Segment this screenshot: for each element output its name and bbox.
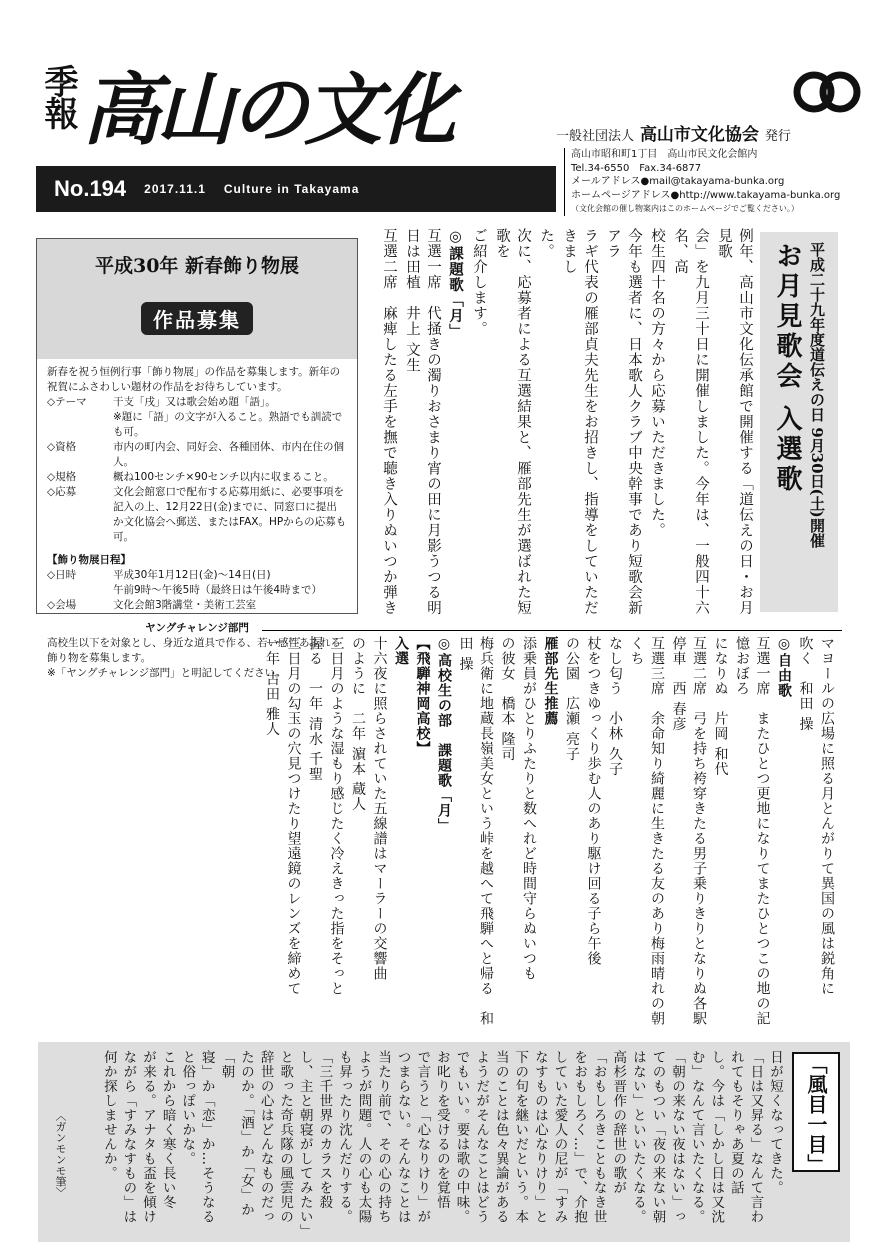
text-column: も昇ったり沈んだりする。 xyxy=(335,1050,352,1224)
schedule-key: ◇日時 xyxy=(47,569,77,581)
text-column: はない」といいたくなる。 xyxy=(629,1050,646,1224)
panel-item xyxy=(47,470,347,485)
schedule-item xyxy=(47,598,347,613)
section-divider xyxy=(262,630,842,631)
text-column: 杖をつきゆっくり歩む人のあり駆け回る子ら午後 xyxy=(585,636,602,966)
text-column: 例年、高山市文化伝承館で開催する「道伝えの日・お月見歌 xyxy=(716,228,753,616)
panel-item xyxy=(47,410,347,440)
text-column: 互選三席 余命知り綺麗に生きたる友のあり梅雨晴れの朝くち xyxy=(628,636,665,1026)
text-column: で言うと「心なりけり」が xyxy=(414,1050,431,1224)
column-text xyxy=(100,1050,784,1239)
schedule-value: 平成30年1月12日(金)～14日(日) xyxy=(113,569,271,581)
panel-item-key: ◇テーマ xyxy=(47,396,87,408)
text-column: でもいい。要は歌の中味。 xyxy=(453,1050,470,1224)
issue-subtitle: Culture in Takayama xyxy=(223,182,360,196)
column-heading: 「風目一目」 xyxy=(792,1052,840,1172)
text-column: ようが問題。人の心も太陽 xyxy=(355,1050,372,1224)
text-column: ようだがそんなことはどう xyxy=(473,1050,490,1224)
text-column: てのもつい「夜の来ない朝 xyxy=(649,1050,666,1224)
text-column: お叱りを受けるのを覚悟 xyxy=(433,1050,450,1210)
text-column: と俗っぽいかな。 xyxy=(179,1050,196,1166)
schedule-heading: 【飾り物展日程】 xyxy=(47,554,131,566)
text-column: 何か探しませんか。 xyxy=(100,1050,117,1181)
text-column: 握る 一年 清水 千聖 xyxy=(307,636,323,782)
panel-item-key: ◇応募 xyxy=(47,486,77,498)
masthead-title: 高山の文化 xyxy=(82,65,453,156)
article-mid-columns xyxy=(262,636,837,1036)
text-column: 日が短くなってきた。 xyxy=(767,1050,783,1195)
panel-item xyxy=(47,485,347,545)
young-note: ※「ヤングチャレンジ部門」と明記してください。 xyxy=(47,667,286,679)
panel-item-value: 文化会館窓口で配布する応募用紙に、必要事項を記入の上、12月22日(金)までに、同窓口に提出か文化協会へ郵送、またはFAX。HPからの応募も可。 xyxy=(113,486,347,543)
text-column: 「朝の来ない夜はない」っ xyxy=(669,1050,686,1224)
text-column: の彼女 橋本 隆司 xyxy=(499,636,516,762)
text-column: 互選一席 代掻きの濁りおさまり宵の田に月影うつる明日は田植 井上 文生 xyxy=(404,228,441,616)
publisher-prefix: 一般社団法人 xyxy=(556,129,635,144)
text-column: 下の句を継いだという。本 xyxy=(512,1050,529,1224)
text-column: ラギ代表の雁部貞夫先生をお招きし、指導をしていただきまし xyxy=(561,228,598,616)
column-signature: 〈ガンモンモ筆〉 xyxy=(54,1110,67,1198)
text-column: む」なんて言いたくなる。 xyxy=(688,1050,705,1224)
text-column: ◎課題歌「月」 xyxy=(447,228,464,339)
text-column: 互選一席 またひとつ更地になりてまたひとつこの地の記憶おぼろ xyxy=(734,636,771,1026)
text-column: 「日は又昇る」なんて言わ xyxy=(747,1050,764,1224)
contact-block xyxy=(564,148,874,216)
text-column: 雁部先生推薦 xyxy=(542,636,559,726)
schedule-item xyxy=(47,583,347,598)
panel-item xyxy=(47,440,347,470)
text-column: 次に、応募者による互選結果と、雁部先生が選ばれた短歌を xyxy=(494,228,531,616)
text-column: 十六夜に照らされていた五線譜はマーラーの交響曲 xyxy=(371,636,388,981)
text-column: 当たり前で、その心の持ち xyxy=(375,1050,392,1224)
text-column: 三日月の勾玉の穴見つけたり望遠鏡のレンズを締めて xyxy=(285,636,302,996)
text-column: 辞世の心はどんなものだっ xyxy=(257,1050,274,1224)
text-column: なすものは心なりけり」と xyxy=(531,1050,548,1224)
text-column: 今年も選者に、日本歌人クラブ中央幹事であり短歌会新アラ xyxy=(605,228,642,616)
panel-item-key: ◇規格 xyxy=(47,471,77,483)
text-column: 吹く 和田 操 xyxy=(797,636,814,732)
schedule-key: ◇会場 xyxy=(47,599,77,611)
text-column: 【飛騨神岡高校】 xyxy=(414,636,431,756)
panel-item-value: ※題に「語」の文字が入ること。熟語でも訓読でも可。 xyxy=(113,411,343,438)
text-column: 「おもしろきこともなき世 xyxy=(590,1050,607,1224)
text-column: になりぬ 片岡 和代 xyxy=(712,636,729,777)
schedule-key xyxy=(47,583,113,598)
text-column: 高杉晋作の辞世の歌が xyxy=(610,1050,627,1195)
contact-address: 高山市昭和町1丁目 高山市民文化会館内 xyxy=(571,149,758,160)
exhibition-panel xyxy=(36,238,358,679)
text-column: をおもしろく…」で、介抱 xyxy=(571,1050,588,1224)
issue-date: 2017.11.1 xyxy=(144,182,206,196)
issue-bar xyxy=(36,166,556,212)
text-column: 互選二席 弓を持ち袴穿きたる男子乗りきりとなりぬ各駅停車 西 春彦 xyxy=(670,636,707,1026)
text-column: なし匂う 小林 久子 xyxy=(607,636,623,777)
masthead-small: 季報 xyxy=(38,64,78,128)
article-title: お月見歌会 入選歌 xyxy=(772,242,802,496)
text-column: た。 xyxy=(538,228,554,259)
text-column: していた愛人の尼が「すみ xyxy=(551,1050,568,1224)
publisher-name: 高山市文化協会 xyxy=(639,125,759,145)
panel-item-key xyxy=(47,410,113,440)
text-column: 入選 xyxy=(393,636,409,666)
contact-phone: Tel.34-6550 Fax.34-6877 xyxy=(571,162,702,174)
recruit-badge: 作品募集 xyxy=(141,302,253,335)
text-column: 梅兵衛に地蔵長嶺美女という峠を越へて飛騨へと帰る 和田 操 xyxy=(457,636,494,1026)
text-column: の公園 広瀬 亮子 xyxy=(564,636,580,762)
contact-website: ホームページアドレス●http://www.takayama-bunka.org xyxy=(571,189,841,201)
text-column: し。今は「しかし日は又沈 xyxy=(708,1050,725,1224)
issue-number: No.194 xyxy=(54,176,127,201)
text-column: 寝」か「恋」か…そうなる xyxy=(198,1050,215,1224)
text-column: ご紹介します。 xyxy=(471,228,487,337)
text-column: 校生四十名の方々から応募いただきました。 xyxy=(649,228,665,538)
text-column: これから暗く寒く長い冬 xyxy=(159,1050,176,1210)
panel-title: 平成30年 新春飾り物展 xyxy=(94,255,300,277)
panel-intro: 新春を祝う恒例行事「飾り物展」の作品を募集します。新年の祝賀にふさわしい題材の作品をお待ちしています。 xyxy=(47,366,341,393)
text-column: が来る。アナタも盃を傾け xyxy=(140,1050,156,1224)
publisher xyxy=(556,120,876,145)
article-subtitle: 平成二十九年度道伝えの日 9月30日(土)開催 xyxy=(808,242,826,548)
contact-email: メールアドレス●mail@takayama-bunka.org xyxy=(571,176,785,187)
text-column: 一年 古田 雅人 xyxy=(264,636,280,737)
schedule-value: 文化会館3階講堂・美術工芸室 xyxy=(113,599,257,611)
text-column: 添乗員がひとりふたりと数へれど時間守らぬいつも xyxy=(521,636,537,981)
panel-item-value: 概ね100センチ×90センチ以内に収まること。 xyxy=(113,471,334,483)
contact-note: （文化会館の催し物案内はこのホームページでご覧ください。） xyxy=(571,204,799,213)
young-text: 高校生以下を対象とし、身近な道具で作る、若い感性あふれる飾り物を募集します。 xyxy=(47,637,341,664)
text-column: 当のことは色々異論がある xyxy=(492,1050,509,1224)
text-column: マヨールの広場に照る月とんがりて異国の風は鋭角に xyxy=(819,636,835,996)
text-column: 三日月のような湿もり感じたく冷えきった指をそっと xyxy=(328,636,345,996)
publisher-suffix: 発行 xyxy=(764,129,791,144)
panel-item-key: ◇資格 xyxy=(47,441,77,453)
text-column: つまらない。そんなことは xyxy=(394,1050,411,1224)
text-column: ながら「すみなすもの」は xyxy=(120,1050,137,1224)
text-column: 会」を九月三十日に開催しました。今年は、一般四十六名、高 xyxy=(672,228,709,616)
text-column: のように 二年 濵本 蔵人 xyxy=(350,636,366,812)
text-column: れてもそりゃあ夏の話 xyxy=(727,1050,744,1195)
text-column: 互選二席 麻痺したる左手を撫で聴き入りぬいつか弾き xyxy=(381,228,397,616)
text-column: ◎自由歌 xyxy=(776,636,792,698)
panel-item-value: 干支「戌」又は歌会始め題「語」。 xyxy=(113,396,276,408)
masthead xyxy=(40,48,520,160)
association-logo-icon xyxy=(790,68,864,116)
text-column: と歌った奇兵隊の風雲児の xyxy=(277,1050,294,1224)
panel-header xyxy=(37,239,357,359)
article-top-columns xyxy=(380,228,755,628)
panel-item xyxy=(47,395,347,410)
schedule-value: 午前9時～午後5時（最終日は午後4時まで） xyxy=(113,584,323,596)
text-column: し、主と朝寝がしてみたい」 xyxy=(296,1050,313,1239)
text-column: ◎高校生の部 課題歌「月」 xyxy=(436,636,452,833)
article-title-block xyxy=(760,232,838,612)
young-heading: ヤングチャレンジ部門 xyxy=(145,622,249,634)
text-column: たのか。「酒」か「女」か「朝 xyxy=(218,1050,254,1218)
schedule-item xyxy=(47,568,347,583)
panel-item-value: 市内の町内会、同好会、各種団体、市内在住の個人。 xyxy=(113,441,344,468)
text-column: 「三千世界のカラスを殺 xyxy=(316,1050,333,1210)
